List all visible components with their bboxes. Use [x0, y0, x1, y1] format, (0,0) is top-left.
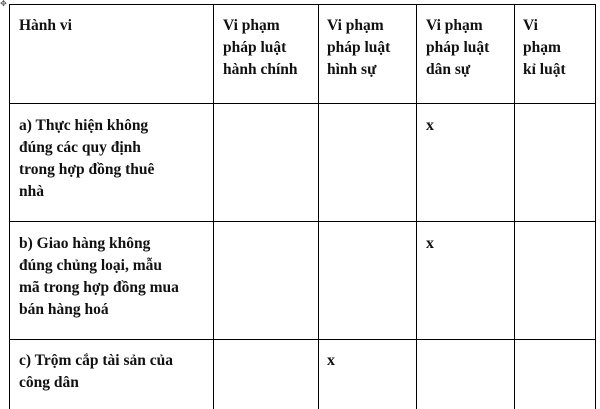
table-border-left	[9, 4, 10, 409]
column-divider-3	[416, 4, 417, 409]
header-line: hành chính	[223, 61, 298, 78]
behavior-line: c) Trộm cắp tài sản của	[19, 352, 173, 369]
header-line: kỉ luật	[523, 61, 566, 78]
header-line: pháp luật	[426, 39, 490, 56]
header-line: pháp luật	[327, 39, 391, 56]
column-divider-4	[514, 4, 515, 409]
header-behavior-label: Hành vi	[19, 17, 72, 34]
header-behavior	[19, 15, 72, 37]
behavior-line: trong hợp đồng thuê	[19, 161, 155, 178]
column-divider-1	[213, 4, 214, 409]
header-line: dân sự	[426, 61, 471, 78]
table-border-top	[9, 4, 596, 5]
behavior-line: a) Thực hiện không	[19, 117, 149, 134]
header-line: Vi phạm	[223, 17, 280, 34]
behavior-line: đúng các quy định	[19, 139, 141, 156]
header-administrative	[223, 15, 298, 81]
header-line: hình sự	[327, 61, 377, 78]
move-handle-icon: ✥	[0, 0, 7, 8]
behavior-line: công dân	[19, 374, 79, 391]
row-c-criminal-mark: x	[327, 352, 335, 369]
row-b-behavior	[19, 233, 179, 321]
header-line: Vi phạm	[327, 17, 384, 34]
row-a-civil-mark: x	[426, 117, 434, 134]
column-divider-2	[318, 4, 319, 409]
row-divider-1	[9, 103, 596, 104]
behavior-line: đúng chủng loại, mẫu	[19, 257, 162, 274]
header-line: pháp luật	[223, 39, 287, 56]
behavior-line: mã trong hợp đồng mua	[19, 279, 179, 296]
behavior-line: b) Giao hàng không	[19, 235, 151, 252]
header-civil	[426, 15, 489, 81]
table-move-handle[interactable]	[0, 0, 7, 7]
header-line: Vi	[523, 17, 538, 34]
header-disciplinary	[523, 15, 566, 81]
behavior-line: nhà	[19, 183, 44, 200]
row-divider-3	[9, 339, 596, 340]
header-criminal	[327, 15, 390, 81]
table-border-right	[595, 4, 596, 409]
row-c-behavior	[19, 350, 173, 394]
row-a-behavior	[19, 115, 154, 203]
row-b-civil-mark: x	[426, 235, 434, 252]
behavior-line: bán hàng hoá	[19, 301, 109, 318]
row-divider-2	[9, 221, 596, 222]
header-line: Vi phạm	[426, 17, 483, 34]
header-line: phạm	[523, 39, 561, 56]
